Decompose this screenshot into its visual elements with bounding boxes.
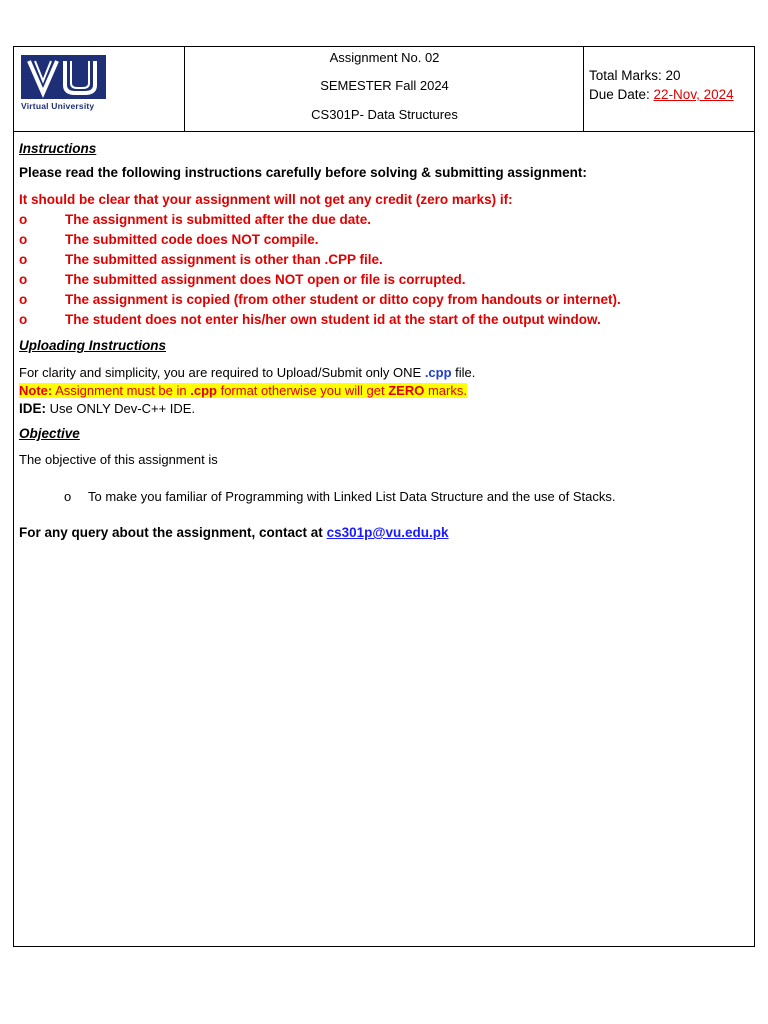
cpp-extension: .cpp [424, 365, 452, 380]
format-note-highlight [19, 383, 467, 398]
list-item-text: The submitted assignment is other than .CPP file. [65, 252, 383, 267]
instruction-list [19, 210, 749, 330]
format-note [19, 382, 749, 400]
semester: SEMESTER Fall 2024 [320, 78, 449, 93]
bullet: o [19, 292, 28, 307]
ide-text: Use ONLY Dev-C++ IDE. [46, 401, 196, 416]
list-item [19, 210, 749, 230]
note-cpp: .cpp [190, 383, 217, 398]
logo-cell [14, 47, 185, 131]
upload-requirement [19, 364, 749, 382]
vu-logo-mark [21, 55, 106, 99]
contact-text: For any query about the assignment, contact at [19, 525, 327, 540]
bullet: o [19, 272, 28, 287]
bullet: o [19, 232, 28, 247]
due-date-value: 22-Nov, 2024 [653, 87, 734, 102]
title-cell [185, 47, 584, 131]
ide-requirement [19, 400, 749, 418]
bullet: o [19, 312, 28, 327]
objective-intro: The objective of this assignment is [19, 452, 218, 467]
list-item [19, 270, 749, 290]
list-item [19, 290, 749, 310]
objective-text: To make you familiar of Programming with Linked List Data Structure and the use of Stacks. [88, 489, 616, 504]
due-date-line [589, 87, 734, 102]
list-item [19, 310, 749, 330]
due-date-label: Due Date: [589, 87, 654, 102]
assignment-number: Assignment No. 02 [329, 50, 440, 65]
note-text-middle: format otherwise you will get [216, 383, 389, 398]
vu-logo-icon [21, 55, 106, 99]
objective-heading: Objective [19, 426, 80, 441]
instructions-intro: Please read the following instructions carefully before solving & submitting assignment: [19, 165, 587, 180]
note-label: Note: [19, 383, 53, 398]
assignment-frame [13, 46, 755, 947]
document-body [19, 139, 749, 540]
note-text-start: Assignment must be in [52, 383, 191, 398]
marks-cell [584, 47, 754, 131]
ide-label: IDE: [19, 401, 46, 416]
course-title: CS301P- Data Structures [311, 107, 458, 122]
bullet: o [19, 212, 28, 227]
contact-email-link[interactable]: cs301p@vu.edu.pk [326, 525, 449, 540]
list-item-text: The assignment is copied (from other student or ditto copy from handouts or internet). [65, 292, 621, 307]
credit-warning: It should be clear that your assignment will not get any credit (zero marks) if: [19, 192, 513, 207]
header-table [14, 47, 754, 132]
instructions-heading: Instructions [19, 141, 97, 156]
objective-item [19, 489, 749, 504]
vu-logo [21, 55, 106, 113]
list-item-text: The submitted code does NOT compile. [65, 232, 319, 247]
list-item [19, 230, 749, 250]
total-marks: Total Marks: 20 [589, 68, 681, 83]
list-item-text: The student does not enter his/her own student id at the start of the output window. [65, 312, 601, 327]
upload-text-end: file. [451, 365, 476, 380]
bullet: o [64, 489, 72, 504]
contact-line [19, 525, 749, 540]
note-zero: ZERO [388, 383, 425, 398]
list-item [19, 250, 749, 270]
logo-caption: Virtual University [21, 101, 95, 111]
bullet: o [19, 252, 28, 267]
list-item-text: The assignment is submitted after the due date. [65, 212, 372, 227]
uploading-heading: Uploading Instructions [19, 338, 166, 353]
note-text-end: marks. [424, 383, 467, 398]
list-item-text: The submitted assignment does NOT open or file is corrupted. [65, 272, 466, 287]
upload-text-start: For clarity and simplicity, you are required to Upload/Submit only ONE [19, 365, 425, 380]
